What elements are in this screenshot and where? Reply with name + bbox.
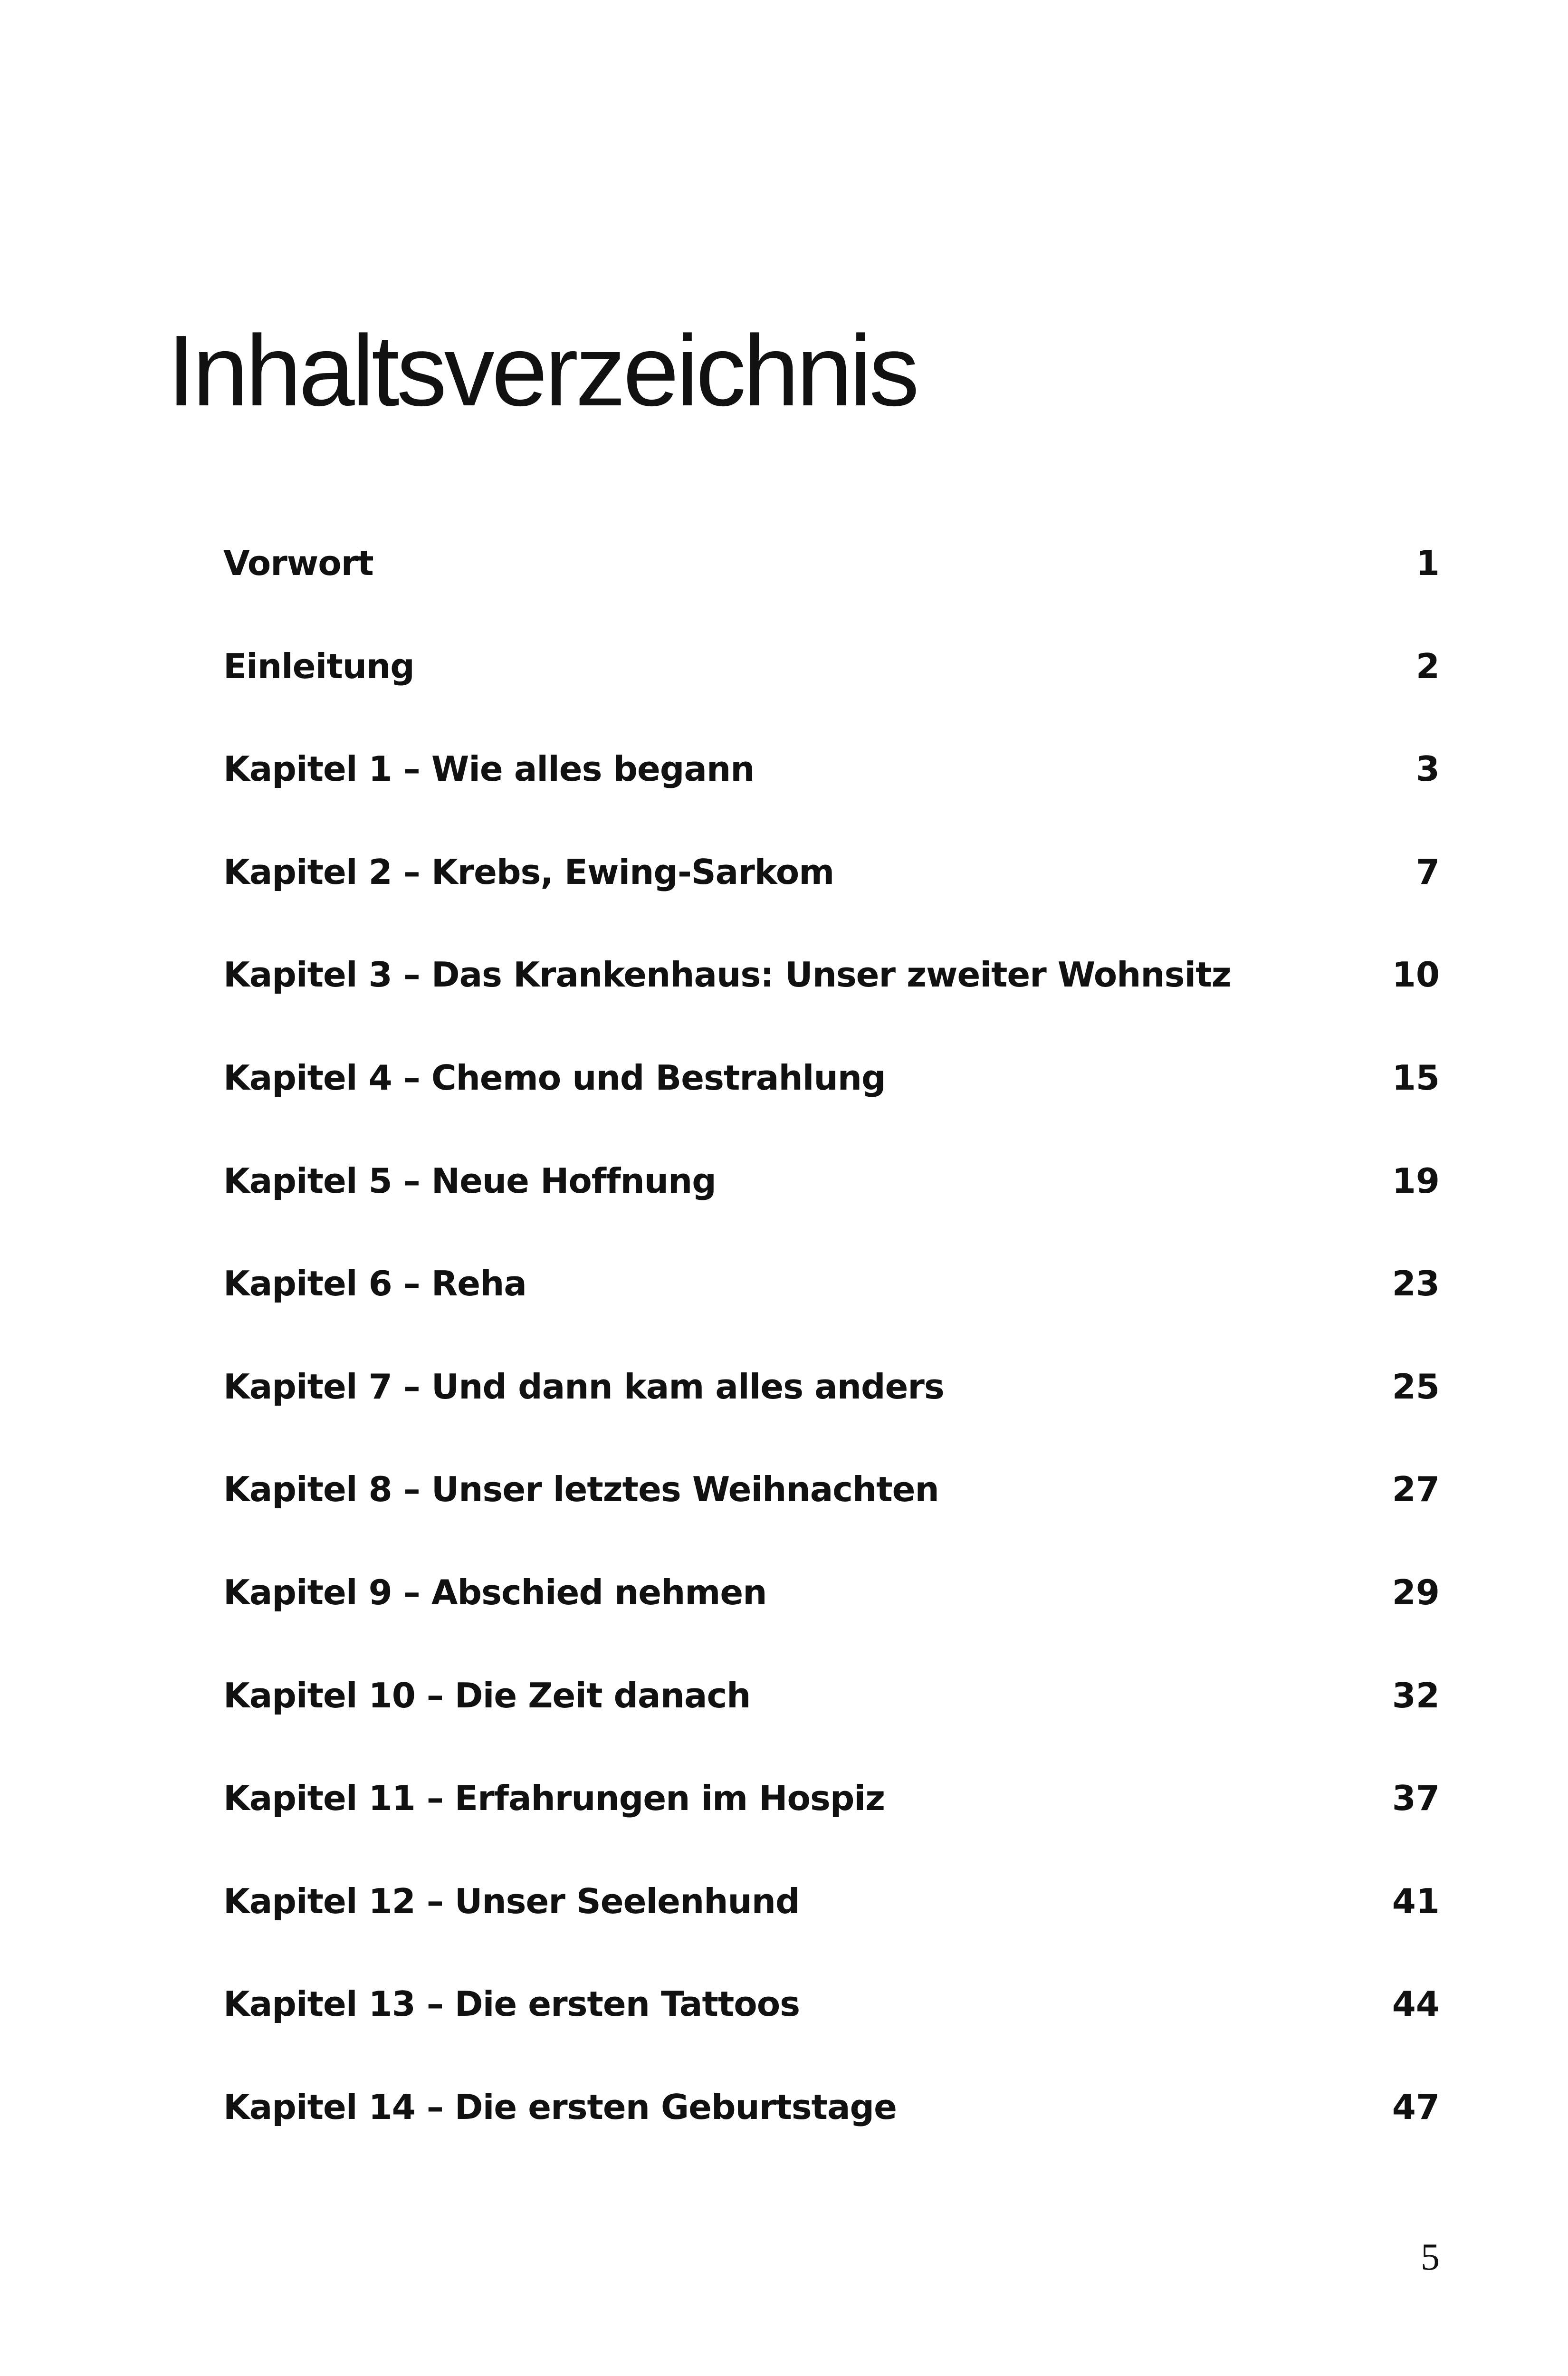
toc-entry-label: Kapitel 12 – Unser Seelenhund: [223, 1881, 800, 1921]
toc-entry-kapitel-13: [223, 1980, 1440, 2083]
toc-entry-label: Kapitel 10 – Die Zeit danach: [223, 1675, 751, 1715]
toc-entry-vorwort: [223, 539, 1440, 642]
toc-entry-page: 37: [1392, 1778, 1440, 1819]
toc-entry-kapitel-12: [223, 1878, 1440, 1981]
toc-entry-label: Einleitung: [223, 646, 414, 686]
toc-entry-page: 1: [1415, 543, 1440, 583]
toc-entry-page: 27: [1392, 1469, 1440, 1510]
toc-entry-label: Kapitel 2 – Krebs, Ewing-Sarkom: [223, 852, 834, 892]
toc-entry-label: Kapitel 8 – Unser letztes Weihnachten: [223, 1469, 939, 1510]
toc-entry-kapitel-8: [223, 1466, 1440, 1569]
toc-entry-label: Kapitel 11 – Erfahrungen im Hospiz: [223, 1778, 885, 1819]
toc-entry-kapitel-14: [223, 2083, 1440, 2186]
toc-entry-label: Kapitel 4 – Chemo und Bestrahlung: [223, 1057, 886, 1098]
toc-entry-kapitel-5: [223, 1157, 1440, 1260]
toc-entry-kapitel-2: [223, 848, 1440, 951]
toc-entry-kapitel-10: [223, 1672, 1440, 1775]
toc-entry-page: 41: [1392, 1881, 1440, 1921]
toc-entry-page: 19: [1392, 1160, 1440, 1201]
toc-entry-page: 23: [1392, 1264, 1440, 1304]
toc-entry-label: Kapitel 5 – Neue Hoffnung: [223, 1160, 716, 1201]
toc-entry-label: Kapitel 7 – Und dann kam alles anders: [223, 1366, 944, 1407]
toc-entry-label: Kapitel 13 – Die ersten Tattoos: [223, 1984, 800, 2024]
toc-entry-kapitel-9: [223, 1569, 1440, 1672]
toc-entry-label: Kapitel 1 – Wie alles begann: [223, 749, 755, 789]
table-of-contents: [223, 539, 1440, 2186]
toc-entry-page: 10: [1392, 955, 1440, 995]
toc-entry-label: Kapitel 14 – Die ersten Geburtstage: [223, 2087, 897, 2127]
toc-entry-label: Kapitel 3 – Das Krankenhaus: Unser zweiter Wohnsitz: [223, 955, 1231, 995]
toc-entry-kapitel-1: [223, 745, 1440, 848]
toc-entry-kapitel-6: [223, 1260, 1440, 1363]
toc-entry-page: 29: [1392, 1572, 1440, 1612]
toc-entry-label: Kapitel 9 – Abschied nehmen: [223, 1572, 767, 1612]
toc-entry-page: 3: [1415, 749, 1440, 789]
toc-entry-page: 15: [1392, 1057, 1440, 1098]
toc-entry-einleitung: [223, 642, 1440, 746]
toc-entry-kapitel-11: [223, 1774, 1440, 1878]
page-title: Inhaltsverzeichnis: [167, 314, 917, 427]
page-number: 5: [1421, 2236, 1440, 2278]
toc-entry-page: 2: [1415, 646, 1440, 686]
toc-entry-label: Kapitel 6 – Reha: [223, 1264, 526, 1304]
toc-entry-kapitel-3: [223, 951, 1440, 1054]
toc-entry-page: 25: [1392, 1366, 1440, 1407]
toc-entry-page: 44: [1392, 1984, 1440, 2024]
toc-entry-page: 47: [1392, 2087, 1440, 2127]
toc-entry-kapitel-7: [223, 1363, 1440, 1466]
toc-entry-kapitel-4: [223, 1054, 1440, 1157]
toc-entry-page: 32: [1392, 1675, 1440, 1715]
toc-entry-label: Vorwort: [223, 543, 373, 583]
toc-entry-page: 7: [1415, 852, 1440, 892]
